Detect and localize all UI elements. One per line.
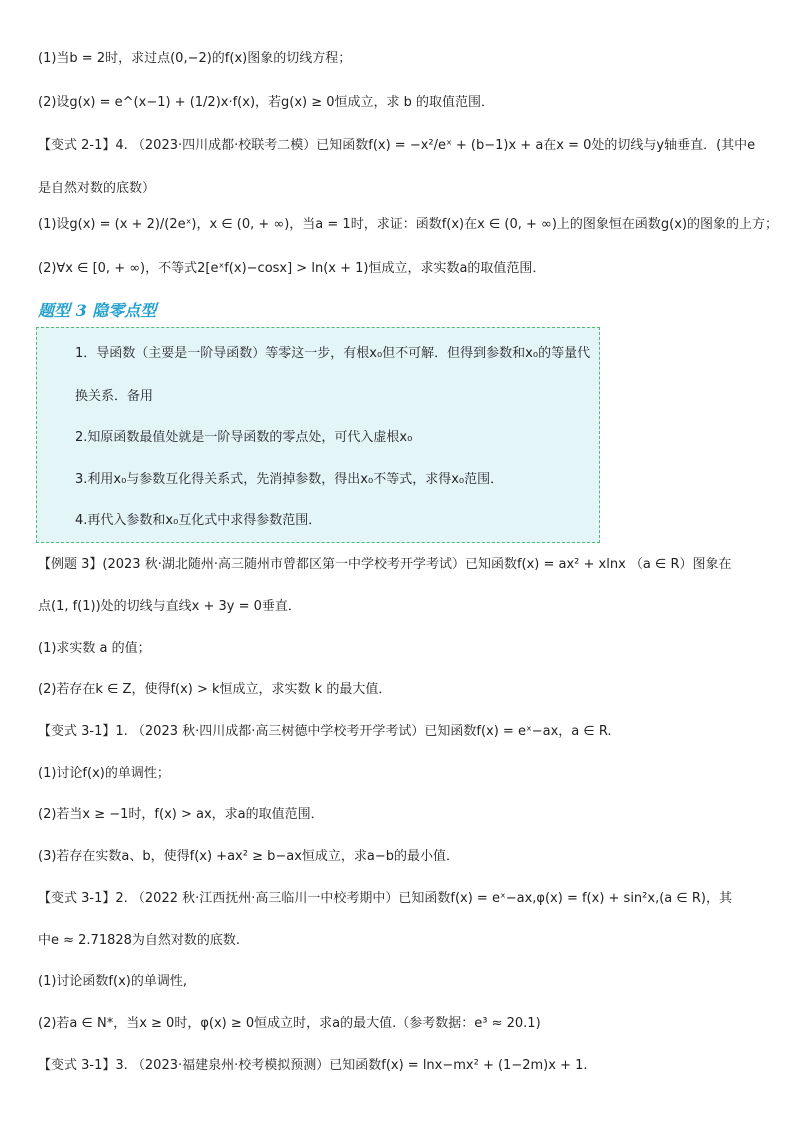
line-example-3-cont: 点(1, f(1))处的切线与直线x + 3y = 0垂直． [38, 599, 301, 614]
tip-line-4: 3.利用x₀与参数互化得关系式，先消掉参数，得出x₀不等式，求得x₀范围． [75, 472, 504, 487]
tip-line-1: 1．导函数（主要是一阶导函数）等零这一步，有根x₀但不可解．但得到参数和x₀的等量代 [75, 346, 591, 361]
line-variant-3-1-1-q3: (3)若存在实数a、b，使得f(x) +ax² ≥ b−ax恒成立，求a−b的最小值． [38, 849, 460, 864]
tip-line-2: 换关系．备用 [75, 389, 154, 404]
line-example-3-q1: (1)求实数 a 的值； [38, 641, 151, 656]
line-variant-3-1-2: 【变式 3-1】2. （2022 秋·江西抚州·高三临川一中校考期中）已知函数f(x) = eˣ−ax,φ(x) = f(x) + sin²x,(a ∈ R)，其 [38, 891, 732, 906]
line-part1-q2: (2)设g(x) = e^(x−1) + (1/2)x·f(x)，若g(x) ≥ 0恒成立，求 b 的取值范围． [38, 95, 495, 110]
line-variant-3-1-3: 【变式 3-1】3. （2023·福建泉州·校考模拟预测）已知函数f(x) = lnx−mx² + (1−2m)x + 1. [38, 1058, 588, 1073]
line-natural-log-note: 是自然对数的底数） [38, 181, 156, 196]
line-variant-3-1-2-q2: (2)若a ∈ N*，当x ≥ 0时，φ(x) ≥ 0恒成立时，求a的最大值.（参考数据：e³ ≈ 20.1) [38, 1016, 541, 1031]
tip-line-5: 4.再代入参数和x₀互化式中求得参数范围． [75, 513, 322, 528]
line-example-3-q2: (2)若存在k ∈ Z，使得f(x) > k恒成立，求实数 k 的最大值． [38, 682, 392, 697]
line-variant-3-1-2-cont: 中e ≈ 2.71828为自然对数的底数. [38, 933, 241, 948]
tip-line-3: 2.知原函数最值处就是一阶导函数的零点处，可代入虚根x₀ [75, 430, 413, 445]
line-variant-q2: (2)∀x ∈ [0, + ∞)，不等式2[eˣf(x)−cosx] > ln(x + 1)恒成立，求实数a的取值范围． [38, 261, 546, 276]
line-variant-3-1-1: 【变式 3-1】1. （2023 秋·四川成都·高三树德中学校考开学考试）已知函数f(x) = eˣ−ax，a ∈ R. [38, 724, 612, 739]
line-variant-3-1-1-q2: (2)若当x ≥ −1时，f(x) > ax，求a的取值范围． [38, 807, 324, 822]
line-variant-q1: (1)设g(x) = (x + 2)/(2eˣ)，x ∈ (0, + ∞)，当a = 1时，求证：函数f(x)在x ∈ (0, + ∞)上的图象恒在函数g(x)的图象的上方； [38, 217, 779, 232]
tips-box [36, 327, 600, 543]
line-variant-3-1-1-q1: (1)讨论f(x)的单调性； [38, 766, 170, 781]
line-part1-q1: (1)当b = 2时，求过点(0,−2)的f(x)图象的切线方程； [38, 51, 352, 66]
line-variant-3-1-2-q1: (1)讨论函数f(x)的单调性, [38, 974, 187, 989]
line-variant-2-1-4: 【变式 2-1】4. （2023·四川成都·校联考二模）已知函数f(x) = −x²/eˣ + (b−1)x + a在x = 0处的切线与y轴垂直．(其中e [38, 138, 756, 153]
line-example-3: 【例题 3】(2023 秋·湖北随州·高三随州市曾都区第一中学校考开学考试）已知函数f(x) = ax² + xlnx （a ∈ R）图象在 [38, 557, 732, 572]
section-heading: 题型 3 隐零点型 [38, 301, 157, 320]
